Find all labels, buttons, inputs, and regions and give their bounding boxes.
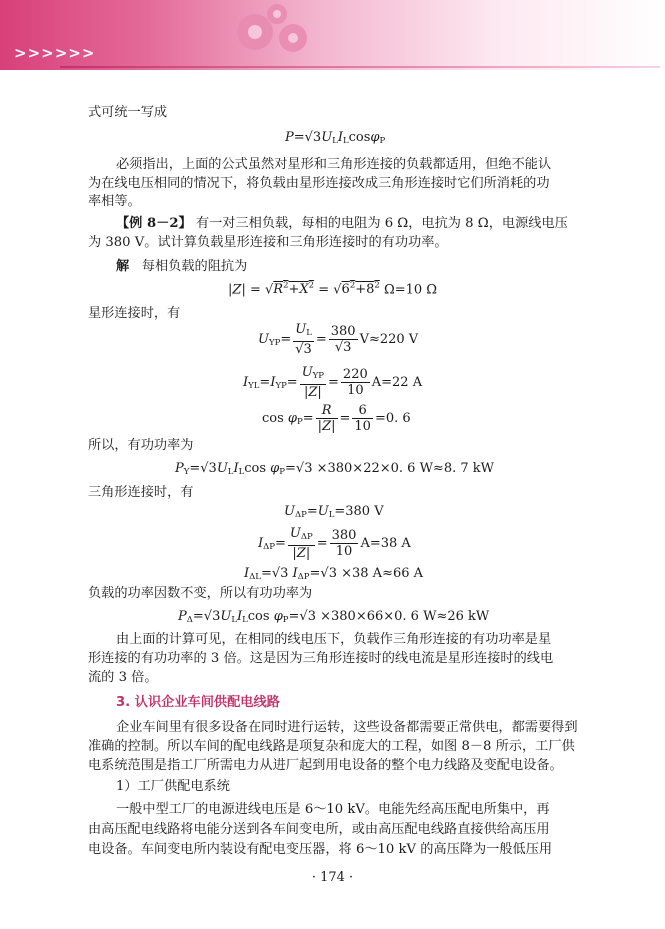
text-line: 流的 3 倍。 <box>88 670 158 685</box>
text-line: 率相等。 <box>88 194 141 209</box>
text-line: 为 380 V。试计算负载星形连接和三角形连接时的有功功率。 <box>88 235 448 250</box>
text-line: 为在线电压相同的情况下，将负载由星形连接改成三角形连接时它们所消耗的功 <box>88 176 550 191</box>
equation-power-star: $P_Y=√3U_LI_L\cos$ $\varphi_P=√3 \times 380\times 22\times 0$. 6 W≈8. 7 kW <box>175 461 494 477</box>
text-line: 由上面的计算可见，在相同的线电压下，负载作三角形连接的有功功率是星 <box>116 632 552 647</box>
text-line: 负载的功率因数不变，所以有功功率为 <box>88 586 313 601</box>
text-line: 电系统范围是指工厂所需电力从进厂起到用电设备的整个电力线路及变配电设备。 <box>88 758 563 773</box>
example-body: 有一对三相负载，每相的电阻为 6 Ω，电抗为 8 Ω，电源线电压 <box>195 216 568 231</box>
equation-power-delta: $P_\Delta=√3U_LI_L\cos$ $\varphi_P=√3 \times 380\times 66\times 0$. 6 W≈26 kW <box>178 609 490 625</box>
text-line: 所以，有功功率为 <box>88 438 194 453</box>
equation-power-general: $P=√3U_LI_L\cos\varphi_P$ <box>285 130 386 146</box>
text-line: 准确的控制。所以车间的配电线路是项复杂和庞大的工程，如图 8－8 所示，工厂供 <box>88 739 575 754</box>
text-line: 电设备。车间变电所内装设有配电变压器，将 6～10 kV 的高压降为一般低压用 <box>88 842 553 857</box>
text-line: 由高压配电线路将电能分送到各车间变电所，或由高压配电线路直接供给高压用 <box>88 822 550 837</box>
text-line: 式可统一写成 <box>88 105 168 120</box>
text-line: 形连接的有功功率的 3 倍。这是因为三角形连接时的线电流是星形连接时的线电 <box>88 651 554 666</box>
text-line: 三角形连接时，有 <box>88 485 194 500</box>
equation-delta-phase-current: $I_{\Delta P}=$ $\frac{U_{\Delta P}}{|Z|}$ = $\frac{380}{10}$ A=38 A <box>258 526 411 561</box>
section-heading: 3. 认识企业车间供配电线路 <box>116 695 280 710</box>
page-number: · 174 · <box>311 870 354 885</box>
chevron-decoration: >>>>>> <box>14 44 96 62</box>
text-line: 星形连接时，有 <box>88 306 181 321</box>
solution-label: 解 <box>116 259 130 274</box>
text-line: 企业车间里有很多设备在同时进行运转，这些设备都需要正常供电，都需要得到 <box>116 720 578 735</box>
equation-delta-voltage: $U_{\Delta P}=U_L=380$ V <box>284 504 384 520</box>
text-line: 一般中型工厂的电源进线电压是 6～10 kV。电能先经高压配电所集中，再 <box>116 802 550 817</box>
example-line <box>116 215 568 233</box>
equation-phase-voltage: $U_{YP}=$ $\frac{U_L}{√3}$ = $\frac{380}{√3}$ V≈220 V <box>258 322 419 357</box>
page-header-banner <box>0 0 665 70</box>
header-rule <box>60 66 660 68</box>
solution-line <box>116 258 247 276</box>
subheading: 1）工厂供配电系统 <box>116 779 230 794</box>
equation-impedance: $|Z| = √R^2+X^2 = √6^2+8^2$ Ω=10 Ω <box>228 281 438 298</box>
gear-icon <box>215 0 335 70</box>
solution-body: 每相负载的阻抗为 <box>141 259 248 274</box>
equation-line-current-star: $I_{YL}=I_{YP}=$ $\frac{U_{YP}}{|Z|}$ = $\frac{220}{10}$ A=22 A <box>243 365 423 400</box>
text-line: 必须指出，上面的公式虽然对星形和三角形连接的负载都适用，但绝不能认 <box>116 157 552 172</box>
equation-delta-line-current: $I_{\Delta L}=√3$ $I_{\Delta P}=√3 \times 38$ A≈66 A <box>244 566 424 582</box>
example-label: 【例 8－2】 <box>116 216 192 231</box>
equation-power-factor: $\cos \varphi_P=$ $\frac{R}{|Z|}$ = $\frac{6}{10}$ =0. 6 <box>262 403 411 434</box>
